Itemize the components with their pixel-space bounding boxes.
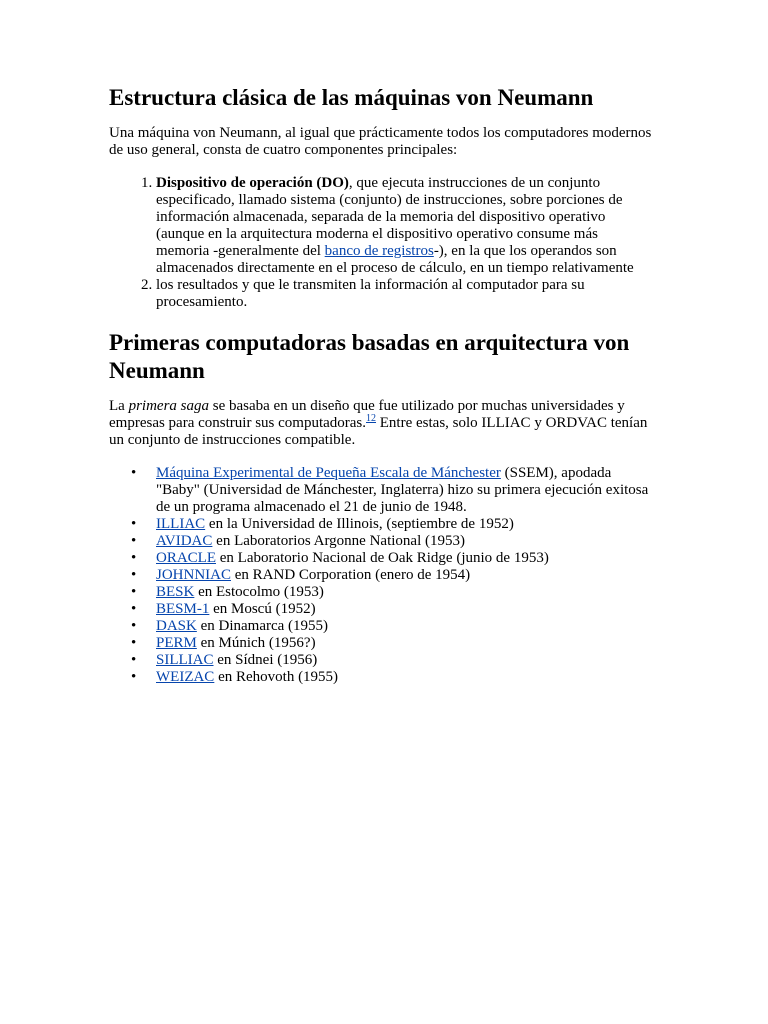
document-page	[109, 84, 654, 696]
machine-link[interactable]: ILLIAC	[156, 516, 206, 532]
link-banco-de-registros[interactable]: banco de registros	[324, 243, 434, 259]
machine-description: en Laboratorio Nacional de Oak Ridge (junio de 1953)	[216, 550, 549, 566]
list-item	[131, 669, 654, 686]
bullet-icon: •	[131, 584, 137, 600]
machine-link[interactable]: AVIDAC	[156, 533, 213, 549]
machine-description: en Dinamarca (1955)	[196, 618, 329, 634]
italic-primera-saga: primera saga	[128, 398, 209, 414]
section-heading-von-neumann-structure: Estructura clásica de las máquinas von Neumann	[109, 85, 594, 110]
machine-link[interactable]: BESK	[156, 584, 195, 600]
machines-list	[109, 465, 654, 686]
components-list	[109, 175, 654, 311]
paragraph-text: La	[109, 398, 129, 414]
machine-description: en Sídnei (1956)	[213, 652, 318, 668]
machine-link[interactable]: JOHNNIAC	[156, 567, 231, 583]
list-item	[156, 175, 654, 277]
reference-link[interactable]: 12	[366, 413, 377, 424]
paragraph-text: Entre estas, solo ILLIAC y ORDVAC tenían un conjunto de instrucciones compatible.	[109, 415, 648, 448]
paragraph-text: se basaba en un diseño que fue utilizado por muchas universidades y empresas para construir sus computadoras.	[109, 398, 625, 431]
first-saga-paragraph	[109, 398, 654, 449]
machine-description: en Moscú (1952)	[209, 601, 316, 617]
reference-superscript	[366, 413, 376, 424]
list-item-text: , que ejecuta instrucciones de un conjunto especificado, llamado sistema (conjunto) de instrucciones, sobre porciones de información almacenada, separada de la memoria del dispositivo operativo (aunque en la arquitectura moderna el dispositivo operativo consume más memoria -generalmente del	[156, 175, 623, 259]
machine-description: (SSEM), apodada "Baby" (Universidad de Mánchester, Inglaterra) hizo su primera ejecución exitosa de un programa almacenado el 21 de junio de 1948.	[156, 465, 649, 515]
list-item	[131, 465, 654, 516]
intro-paragraph: Una máquina von Neumann, al igual que prácticamente todos los computadores modernos de uso general, consta de cuatro componentes principales:	[109, 125, 652, 158]
bullet-icon: •	[131, 465, 137, 481]
list-item	[131, 567, 654, 584]
machine-description: en Múnich (1956?)	[196, 635, 316, 651]
bullet-icon: •	[131, 533, 137, 549]
machine-description: en Laboratorios Argonne National (1953)	[212, 533, 465, 549]
list-item	[131, 550, 654, 567]
list-item-text: -), en la que los operandos son almacenados directamente en el proceso de cálculo, en un tiempo relativamente	[156, 243, 634, 276]
machine-description: en Estocolmo (1953)	[194, 584, 324, 600]
term-operation-device: Dispositivo de operación (DO)	[156, 175, 349, 191]
bullet-icon: •	[131, 550, 137, 566]
machine-link[interactable]: DASK	[156, 618, 197, 634]
machine-link[interactable]: ORACLE	[156, 550, 216, 566]
machine-link[interactable]: WEIZAC	[156, 669, 215, 685]
section-heading-first-computers: Primeras computadoras basadas en arquitectura von Neumann	[109, 330, 630, 383]
list-item	[131, 635, 654, 652]
bullet-icon: •	[131, 652, 137, 668]
list-item: 2. los resultados y que le transmiten la información al computador para su procesamiento.	[156, 277, 654, 311]
machine-link[interactable]: PERM	[156, 635, 197, 651]
machine-link[interactable]: Máquina Experimental de Pequeña Escala de Mánchester	[156, 465, 501, 481]
machine-description: en la Universidad de Illinois, (septiembre de 1952)	[205, 516, 514, 532]
list-item	[131, 618, 654, 635]
machine-link[interactable]: SILLIAC	[156, 652, 214, 668]
list-item	[131, 516, 654, 533]
bullet-icon: •	[131, 601, 137, 617]
list-item	[131, 584, 654, 601]
list-item	[131, 601, 654, 618]
bullet-icon: •	[131, 567, 137, 583]
bullet-icon: •	[131, 516, 137, 532]
list-item	[131, 533, 654, 550]
machine-description: en Rehovoth (1955)	[214, 669, 339, 685]
list-item	[131, 652, 654, 669]
bullet-icon: •	[131, 618, 137, 634]
machine-link[interactable]: BESM-1	[156, 601, 210, 617]
bullet-icon: •	[131, 669, 137, 685]
bullet-icon: •	[131, 635, 137, 651]
machine-description: en RAND Corporation (enero de 1954)	[231, 567, 471, 583]
